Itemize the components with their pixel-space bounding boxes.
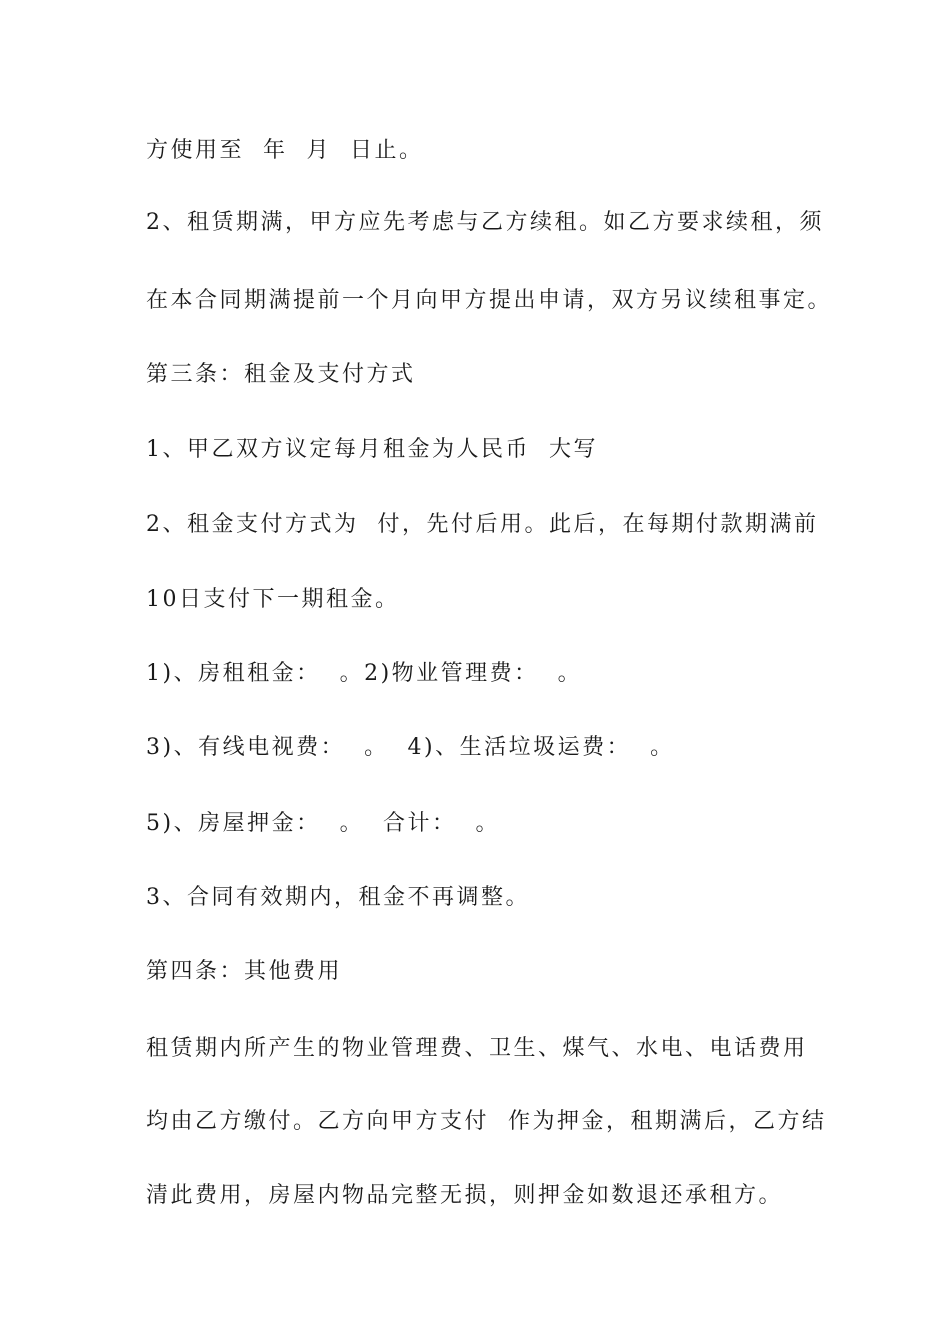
text-line: 租赁期内所产生的物业管理费、卫生、煤气、水电、电话费用 xyxy=(146,1036,808,1061)
text-line: 方使用至 年 月 日止。 xyxy=(146,138,424,163)
text-line: 3)、有线电视费： 。 4)、生活垃圾运费： 。 xyxy=(146,735,675,760)
text-line: 均由乙方缴付。乙方向甲方支付 作为押金，租期满后，乙方结 xyxy=(146,1109,827,1134)
section-heading: 第三条：租金及支付方式 xyxy=(146,362,416,387)
text-line: 1、甲乙双方议定每月租金为人民币 大写 xyxy=(146,437,598,462)
section-heading: 第四条：其他费用 xyxy=(146,959,343,984)
text-line: 10日支付下一期租金。 xyxy=(146,587,400,612)
text-line: 1)、房租租金： 。2)物业管理费： 。 xyxy=(146,661,583,686)
text-line: 在本合同期满提前一个月向甲方提出申请，双方另议续租事定。 xyxy=(146,288,833,313)
text-line: 3、合同有效期内，租金不再调整。 xyxy=(146,885,530,910)
text-line: 5)、房屋押金： 。 合计： 。 xyxy=(146,811,501,836)
text-line: 清此费用，房屋内物品完整无损，则押金如数退还承租方。 xyxy=(146,1183,784,1208)
text-line: 2、租赁期满，甲方应先考虑与乙方续租。如乙方要求续租，须 xyxy=(146,210,824,235)
text-line: 2、租金支付方式为 付，先付后用。此后，在每期付款期满前 xyxy=(146,512,819,537)
